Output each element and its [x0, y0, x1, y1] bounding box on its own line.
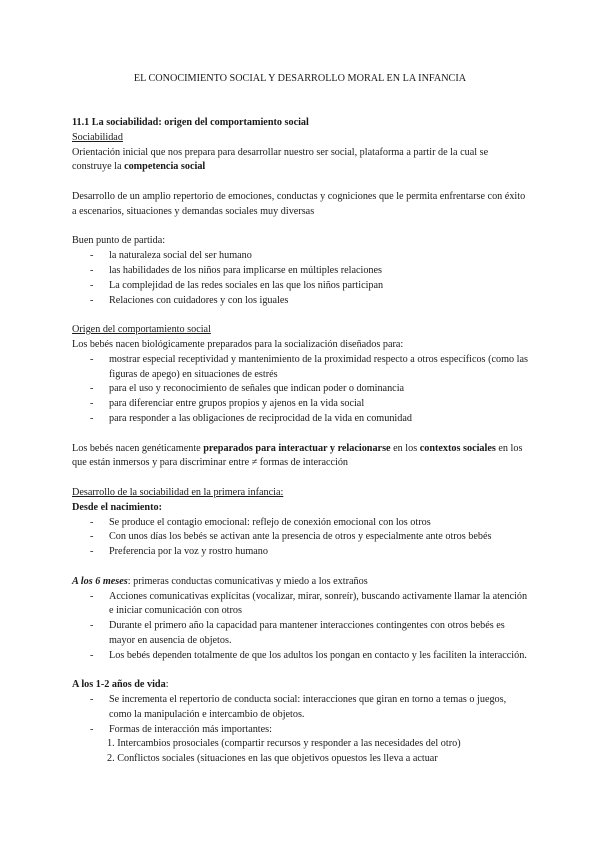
dash-bullet: -	[90, 649, 94, 661]
list-item	[72, 294, 528, 309]
list-item	[72, 590, 528, 620]
six-months-list	[72, 590, 528, 664]
dash-bullet: -	[90, 264, 94, 276]
bold-italic-term: A los 6 meses	[72, 575, 128, 587]
start-list	[72, 249, 528, 308]
list-item	[72, 382, 528, 397]
subheading-sociabilidad: Sociabilidad	[72, 131, 123, 143]
list-item-text: Los bebés dependen totalmente de que los adultos los pongan en contacto y les faciliten la interacción.	[109, 649, 527, 661]
list-item-text: mostrar especial receptividad y mantenimiento de la proximidad respecto a otros específicos (como las figuras de apego) en situaciones de estrés	[109, 353, 528, 380]
list-item	[72, 723, 528, 738]
paragraph-genetic	[72, 442, 528, 472]
list-item	[72, 619, 528, 649]
list-item	[72, 649, 528, 664]
list-item	[72, 530, 528, 545]
dash-bullet: -	[90, 516, 94, 528]
one-two-years-list	[72, 693, 528, 737]
paragraph-text: en los que están inmersos y para discriminar entre ≠ formas de interacción	[72, 442, 523, 469]
birth-list	[72, 516, 528, 560]
list-item-text: la naturaleza social del ser humano	[109, 250, 252, 262]
paragraph-text: :	[165, 679, 169, 691]
dash-bullet: -	[90, 620, 94, 632]
list-item	[72, 264, 528, 279]
list-item	[72, 279, 528, 294]
bold-term: preparados para interactuar y relacionarse	[203, 442, 391, 454]
list-item	[72, 397, 528, 412]
subheading-origen: Origen del comportamiento social	[72, 324, 211, 336]
list-item-text: Durante el primero año la capacidad para mantener interacciones contingentes con otros bebés es mayor en ausencia de objetos.	[109, 620, 505, 646]
origin-list	[72, 353, 528, 427]
origin-intro: Los bebés nacen biológicamente preparados para la socialización diseñados para:	[72, 338, 404, 350]
list-item-text: para diferenciar entre grupos propios y ajenos en la vida social	[109, 398, 365, 410]
dash-bullet: -	[90, 694, 94, 706]
list-item-text: Formas de interacción más importantes:	[109, 723, 272, 735]
bold-term: A los 1-2 años de vida	[72, 679, 166, 691]
paragraph-text: Los bebés nacen genéticamente	[72, 442, 204, 454]
birth-label: Desde el nacimiento:	[72, 501, 162, 513]
bold-term: competencia social	[124, 161, 206, 173]
numbered-item: 2. Conflictos sociales (situaciones en las que objetivos opuestos les lleva a actuar	[107, 753, 438, 765]
dash-bullet: -	[90, 398, 94, 410]
one-two-years-heading	[72, 678, 528, 693]
list-item-text: Se incrementa el repertorio de conducta social: interacciones que giran en torno a temas o juegos, como la manipulación e intercambio de objetos.	[109, 694, 507, 720]
list-item-text: Con unos días los bebés se activan ante la presencia de otros y especialmente ante otros bebés	[109, 531, 492, 543]
paragraph-text: Orientación inicial que nos prepara para desarrollar nuestro ser social, plataforma a partir de la cual se construye la	[72, 146, 489, 173]
start-label: Buen punto de partida:	[72, 235, 166, 247]
paragraph-text: : primeras conductas comunicativas y miedo a los extraños	[127, 575, 368, 587]
list-item-text: Relaciones con cuidadores y con los iguales	[109, 294, 289, 306]
list-item-text: las habilidades de los niños para implicarse en múltiples relaciones	[109, 264, 383, 276]
dash-bullet: -	[90, 723, 94, 735]
list-item-text: Acciones comunicativas explícitas (vocalizar, mirar, sonreír), buscando activamente llamar la atención e iniciar comunicación con otros	[109, 590, 528, 617]
dash-bullet: -	[90, 383, 94, 395]
dash-bullet: -	[90, 294, 94, 306]
list-item	[72, 545, 528, 560]
bold-term: contextos sociales	[419, 442, 496, 454]
numbered-item: 1. Intercambios prosociales (compartir recursos y responder a las necesidades del otro)	[107, 738, 461, 750]
dash-bullet: -	[90, 590, 94, 602]
list-item-text: para responder a las obligaciones de reciprocidad de la vida en comunidad	[109, 412, 412, 424]
dash-bullet: -	[90, 353, 94, 365]
document-title: EL CONOCIMIENTO SOCIAL Y DESARROLLO MORAL EN LA INFANCIA	[133, 73, 467, 84]
section-heading: 11.1 La sociabilidad: origen del comportamiento social	[72, 117, 309, 128]
paragraph-definition	[72, 146, 528, 176]
dash-bullet: -	[90, 412, 94, 424]
list-item	[72, 249, 528, 264]
list-item-text: Preferencia por la voz y rostro humano	[109, 546, 268, 558]
dash-bullet: -	[90, 250, 94, 262]
paragraph-development: Desarrollo de un amplio repertorio de emociones, conductas y cogniciones que le permita enfrentarse con éxito a escenarios, situaciones y demandas sociales muy diversas	[72, 190, 526, 217]
list-item	[72, 353, 528, 383]
dash-bullet: -	[90, 531, 94, 543]
dash-bullet: -	[90, 279, 94, 291]
list-item-text: para el uso y reconocimiento de señales que indican poder o dominancia	[109, 383, 405, 395]
subheading-desarrollo: Desarrollo de la sociabilidad en la primera infancia:	[72, 486, 284, 498]
six-months-heading	[72, 575, 528, 590]
list-item-text: Se produce el contagio emocional: reflejo de conexión emocional con los otros	[109, 516, 431, 528]
list-item	[72, 412, 528, 427]
list-item-text: La complejidad de las redes sociales en las que los niños participan	[109, 279, 384, 291]
paragraph-text: en los	[390, 442, 420, 454]
document-body	[72, 116, 528, 767]
list-item	[72, 516, 528, 531]
dash-bullet: -	[90, 546, 94, 558]
list-item	[72, 693, 528, 723]
